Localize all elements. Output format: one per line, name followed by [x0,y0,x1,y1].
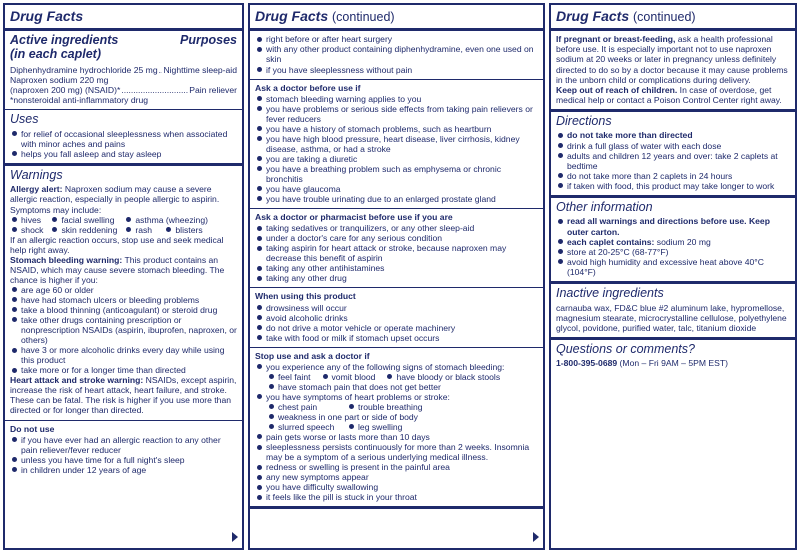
other-info-title: Other information [556,199,653,214]
inactive-ingredients-text: carnauba wax, FD&C blue #2 aluminum lake, hypromellose, magnesium stearate, microcrystalline cellulose, polyethylene glycol, povidone, purified water, talc, titanium dioxide [556,302,787,333]
list-item: adults and children 12 years and over: take 2 caplets at bedtime [556,151,790,171]
list-item: pain gets worse or lasts more than 10 days [255,432,538,442]
list-item: you have problems or serious side effects from taking pain relievers or fever reducers [255,104,538,124]
list-item: taking aspirin for heart attack or stroke, because naproxen may decrease this benefit of aspirin [255,243,538,263]
ask-pharmacist-section [250,209,543,288]
questions-contact [556,358,790,368]
uses-section [5,110,242,166]
when-using-section [250,288,543,347]
drug-facts-title: Drug Facts [556,8,630,24]
list-item: have had stomach ulcers or bleeding problems [10,295,237,305]
pregnancy-warning [556,34,790,84]
list-item: right before or after heart surgery [255,34,538,44]
allergy-alert [10,184,237,214]
ingredient-2-purpose: Pain reliever [189,84,237,95]
list-item: do not take more than 2 caplets in 24 hours [556,171,790,181]
list-item: if taken with food, this product may take longer to work [556,181,790,191]
list-item: any new symptoms appear [255,472,538,482]
list-item: helps you fall asleep and stay asleep [10,149,237,159]
list-item: taking any other antihistamines [255,263,538,273]
column-1 [3,3,244,550]
continued-label: (continued) [633,10,696,24]
stomach-label: Stomach bleeding warning: [10,254,123,265]
do-not-use-continued [250,31,543,79]
list-item: you have trouble urinating due to an enlarged prostate gland [255,194,538,204]
sub-list [267,372,538,382]
list-item: you have glaucoma [255,184,538,194]
list-item: stomach bleeding warning applies to you [255,94,538,104]
questions-title: Questions or comments? [556,341,695,356]
list-item: sleeplessness persists continuously for more than 2 weeks. Insomnia may be a symptom of a serious underlying medical illness. [255,442,538,462]
list-item: take more or for a longer time than directed [10,365,237,375]
list-item: with any other product containing diphenhydramine, even one used on skin [255,44,538,64]
list-item: redness or swelling is present in the painful area [255,462,538,472]
list-item: facial swelling [50,215,117,225]
list-item: it feels like the pill is stuck in your throat [255,492,538,502]
column-3-header [551,5,795,31]
pregnancy-text: ask a health professional before use. It is especially important not to use naproxen sodium at 20 weeks or later in pregnancy unless definitely directed to do so by a doctor because it may cause problems in the unborn child or complications during delivery. [556,34,788,85]
active-ingredients-subtitle: (in each caplet) [10,46,101,61]
list-item: asthma (wheezing) [124,215,208,225]
other-info-section [551,198,795,284]
column-2-header [250,5,543,31]
list-item: taking sedatives or tranquilizers, or any other sleep-aid [255,223,538,233]
stomach-warning [10,255,237,285]
list-item: in children under 12 years of age [10,465,237,475]
ingredient-1-name: Diphenhydramine hydrochloride 25 mg [10,64,158,75]
list-item: weakness in one part or side of body [267,412,538,422]
ingredient-row-2 [10,85,237,95]
phone-number: 1-800-395-0689 [556,358,618,369]
allergy-text: Naproxen sodium may cause a severe allergic reaction, especially in people allergic to aspirin. Symptoms may include: [10,184,220,215]
list-item: chest pain [267,402,337,412]
list-item: take a blood thinning (anticoagulant) or steroid drug [10,305,237,315]
list-item: you are taking a diuretic [255,154,538,164]
column-3 [549,3,797,550]
list-item: do not drive a motor vehicle or operate machinery [255,323,538,333]
list-item: you experience any of the following signs of stomach bleeding: [255,362,538,372]
list-item: avoid high humidity and excessive heat above 40°C (104°F) [556,257,790,277]
heart-label: Heart attack and stroke warning: [10,375,144,386]
column-1-header [5,5,242,31]
inactive-ingredients-title: Inactive ingredients [556,285,664,300]
list-item: drink a full glass of water with each dose [556,141,790,151]
list-item: vomit blood [321,372,376,382]
continue-arrow-icon [533,532,539,542]
keep-label: Keep out of reach of children. [556,84,678,95]
list-item: for relief of occasional sleeplessness when associated with minor aches and pains [10,129,237,149]
pregnancy-label: If pregnant or breast-feeding, [556,34,676,45]
directions-title: Directions [556,113,612,128]
ingredient-1-purpose: Nighttime sleep-aid [163,64,237,75]
list-item: you have symptoms of heart problems or stroke: [255,392,538,402]
list-item: you have difficulty swallowing [255,482,538,492]
ingredient-2-detail: (naproxen 200 mg) (NSAID)* [10,84,121,95]
list-item: take other drugs containing prescription or nonprescription NSAIDs (aspirin, ibuprofen, naproxen, or others) [10,315,237,345]
active-ingredients-title: Active ingredients [10,33,119,48]
list-item: if you have sleeplessness without pain [255,65,538,75]
do-not-use-section [5,421,242,553]
list-item: avoid alcoholic drinks [255,313,538,323]
allergy-label: Allergy alert: [10,184,63,195]
stop-use-title: Stop use and ask a doctor if [255,350,370,361]
nsaid-footnote: *nonsteroidal anti-inflammatory drug [10,94,149,105]
stop-use-section [250,348,543,510]
list-item: feel faint [267,372,311,382]
do-not-use-title: Do not use [10,423,55,434]
when-using-title: When using this product [255,291,356,302]
list-item: trouble breathing [347,402,423,412]
list-item: have stomach pain that does not get better [267,382,538,392]
directions-section [551,112,795,198]
hours-text: (Mon – Fri 9AM – 5PM EST) [617,358,728,369]
purposes-title: Purposes [180,33,237,48]
list-item [556,237,790,247]
list-item: have bloody or black stools [385,372,500,382]
ask-doctor-title: Ask a doctor before use if [255,82,361,93]
dot-leader [121,85,188,95]
pregnancy-section [551,31,795,111]
sub-list [267,422,538,432]
ingredient-2-name: Naproxen sodium 220 mg [10,74,109,85]
list-item: skin reddening [50,225,117,235]
caplet-contains-text: sodium 20 mg [654,236,711,247]
list-item: are age 60 or older [10,285,237,295]
active-ingredients-heading [10,34,237,48]
keep-out-of-reach [556,85,790,105]
uses-title: Uses [10,111,39,126]
list-item: rash [124,225,157,235]
list-item: do not take more than directed [556,130,790,140]
ask-pharmacist-title: Ask a doctor or pharmacist before use if you are [255,212,453,223]
list-item: if you have ever had an allergic reaction to any other pain reliever/fever reducer [10,435,237,455]
list-item: taking any other drug [255,273,538,283]
list-item: under a doctor's care for any serious condition [255,233,538,243]
continue-arrow-icon [232,532,238,542]
inactive-ingredients-section [551,284,795,340]
list-item: unless you have time for a full night's sleep [10,455,237,465]
list-item: slurred speech [267,422,337,432]
heart-warning [10,375,237,415]
list-item: shock [10,225,43,235]
warnings-title: Warnings [10,167,63,182]
column-2 [248,3,545,550]
drug-facts-title: Drug Facts [10,8,84,24]
list-item: have 3 or more alcoholic drinks every day while using this product [10,345,237,365]
list-item: you have a breathing problem such as emphysema or chronic bronchitis [255,164,538,184]
ingredient-row-1 [10,65,237,75]
drug-facts-title: Drug Facts [255,8,329,24]
list-item: you have a history of stomach problems, such as heartburn [255,124,538,134]
list-item: drowsiness will occur [255,303,538,313]
sub-list [267,402,538,412]
continued-label: (continued) [332,10,395,24]
active-ingredients-section [5,31,242,110]
list-item: take with food or milk if stomach upset occurs [255,333,538,343]
questions-section [551,340,795,373]
symptom-grid [10,215,237,235]
ask-doctor-section [250,80,543,210]
list-item: blisters [164,225,208,235]
list-item: you have high blood pressure, heart disease, liver cirrhosis, kidney disease, asthma, or had a stroke [255,134,538,154]
list-item: read all warnings and directions before use. Keep outer carton. [556,216,790,236]
dot-leader [159,65,163,75]
caplet-contains-label: each caplet contains: [567,236,655,247]
warnings-section [5,166,242,421]
keep-text: In case of overdose, get medical help or contact a Poison Control Center right away. [556,84,782,105]
heart-text: NSAIDs, except aspirin, increase the risk of heart attack, heart failure, and stroke. These can be fatal. The risk is higher if you use more than directed or for longer than directed. [10,375,237,416]
list-item: hives [10,215,43,225]
list-item: store at 20-25°C (68-77°F) [556,247,790,257]
list-item: leg swelling [347,422,402,432]
allergy-after: If an allergic reaction occurs, stop use and seek medical help right away. [10,234,224,255]
stomach-text: This product contains an NSAID, which may cause severe stomach bleeding. The chance is higher if you: [10,254,225,285]
